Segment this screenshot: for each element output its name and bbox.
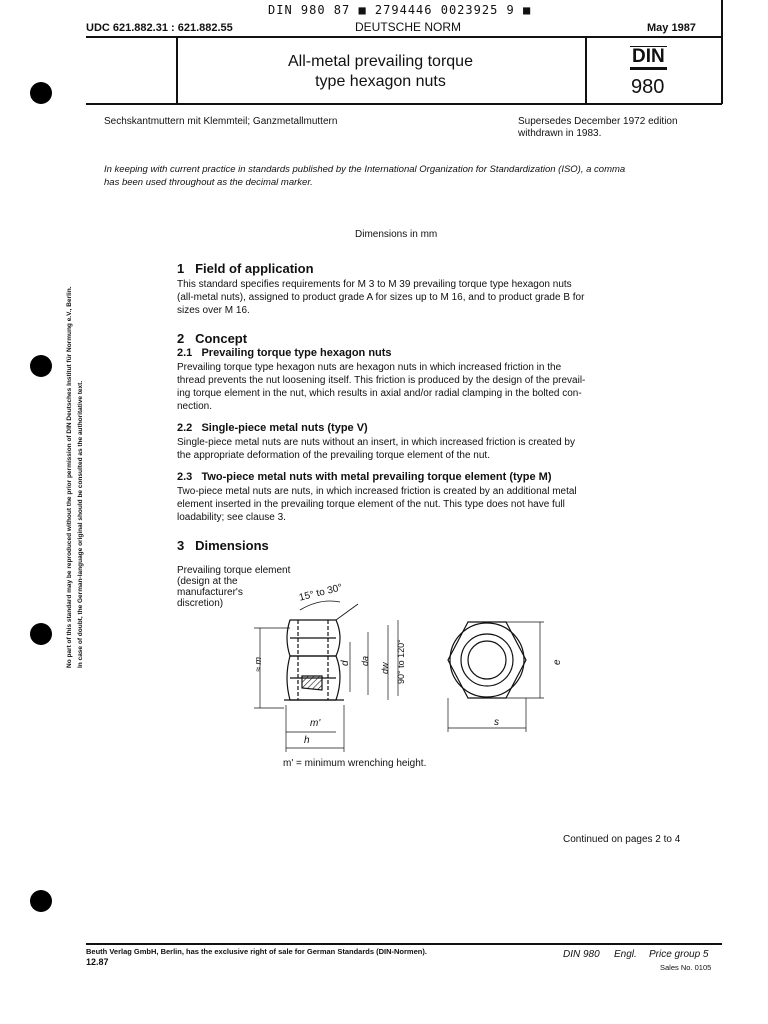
sales-number: Sales No. 0105 <box>660 963 712 972</box>
dim-s-label: s <box>494 717 499 728</box>
section-1-line: sizes over M 16. <box>177 305 250 316</box>
dim-mprime-label: m' <box>310 718 321 729</box>
section-2-3-line: element inserted in the prevailing torque element of the nut. This type does not have full <box>177 499 565 510</box>
punch-hole-3 <box>30 623 52 645</box>
publisher-note: Beuth Verlag GmbH, Berlin, has the exclusive right of sale for German Standards (DIN-Normen). <box>86 947 427 956</box>
document-code: DIN 980 87 ■ 2794446 0023925 9 ■ <box>268 3 532 17</box>
supersedes-note <box>518 116 678 140</box>
header-divider-right <box>585 36 587 104</box>
section-2-3-line: Two-piece metal nuts are nuts, in which increased friction is created by an additional metal <box>177 486 577 497</box>
continued-note: Continued on pages 2 to 4 <box>563 834 681 845</box>
language-side-note: In case of doubt, the German-language original should be consulted as the authoritative text. <box>77 380 84 668</box>
price-group: Price group 5 <box>649 949 709 960</box>
section-2-3-line: loadability; see clause 3. <box>177 512 286 523</box>
section-3-heading: 3 Dimensions <box>177 538 269 553</box>
section-1-line: This standard specifies requirements for M 3 to M 39 prevailing torque type hexagon nuts <box>177 279 572 290</box>
section-2-2-heading: 2.2 Single-piece metal nuts (type V) <box>177 422 368 434</box>
document-title <box>178 52 583 92</box>
angle-top-label: 15° to 30° <box>298 582 344 604</box>
torque-label-line: discretion) <box>177 598 224 609</box>
dimension-lines <box>254 620 398 752</box>
section-2-2-line: Single-piece metal nuts are nuts without an insert, in which increased friction is created by <box>177 437 575 448</box>
section-2-1-line: nection. <box>177 401 213 412</box>
header-right-edge <box>721 0 723 104</box>
punch-hole-1 <box>30 82 52 104</box>
section-2-1-line: thread prevents the nut loosening itself. This friction is produced by the design of the prevail- <box>177 375 586 386</box>
dim-m-label: ≈ m <box>253 657 263 672</box>
issue-number: 12.87 <box>86 957 109 967</box>
torque-label-line: Prevailing torque element <box>177 565 291 576</box>
section-2-heading: 2 Concept <box>177 331 248 346</box>
angle-side-label: 90° to 120° <box>396 639 406 684</box>
section-2-1-heading: 2.1 Prevailing torque type hexagon nuts <box>177 347 392 359</box>
section-2-1-text <box>177 361 722 413</box>
supersedes-line-1: Supersedes December 1972 edition <box>518 116 678 127</box>
chamfer-angle-lines <box>300 601 358 620</box>
copyright-side-note: No part of this standard may be reproduced without the prior permission of DIN Deutsches Institut für Normung e.V., Berlin. <box>66 286 73 668</box>
dim-dw-label: dw <box>380 662 390 674</box>
iso-note-line-1: In keeping with current practice in standards published by the International Organization for Standardization (ISO), a comma <box>104 164 626 175</box>
issue-date: May 1987 <box>647 22 696 34</box>
section-2-3-heading: 2.3 Two-piece metal nuts with metal prevailing torque element (type M) <box>177 471 552 483</box>
title-line-2: type hexagon nuts <box>315 73 446 90</box>
header-bottom-rule <box>86 103 722 105</box>
nut-side-view <box>284 620 344 700</box>
section-2-2-line: the appropriate deformation of the prevailing torque element of the nut. <box>177 450 490 461</box>
din-logo: DIN <box>630 46 667 70</box>
dimensions-note: Dimensions in mm <box>355 229 438 240</box>
german-title: Sechskantmuttern mit Klemmteil; Ganzmetallmuttern <box>104 116 338 127</box>
footer-language: Engl. <box>614 949 637 960</box>
section-1-line: (all-metal nuts), assigned to product grade A for sizes up to M 16, and to product grade B for <box>177 292 585 303</box>
torque-label-line: (design at the <box>177 576 238 587</box>
supersedes-line-2: withdrawn in 1983. <box>518 128 602 139</box>
punch-hole-2 <box>30 355 52 377</box>
header-top-rule <box>86 36 722 38</box>
nut-plan-view <box>448 622 544 732</box>
dim-e-label: e <box>552 659 563 665</box>
punch-hole-4 <box>30 890 52 912</box>
title-line-1: All-metal prevailing torque <box>288 53 473 70</box>
dim-da-label: da <box>360 655 370 666</box>
udc-number: UDC 621.882.31 : 621.882.55 <box>86 22 233 34</box>
section-2-3-text <box>177 485 722 524</box>
section-2-1-line: Prevailing torque type hexagon nuts are hexagon nuts in which increased friction in the <box>177 362 562 373</box>
footer-rule <box>86 943 722 945</box>
din-number: 980 <box>631 76 665 98</box>
iso-note-line-2: has been used throughout as the decimal marker. <box>104 177 313 188</box>
iso-note <box>104 163 714 189</box>
section-1-heading: 1 Field of application <box>177 261 314 276</box>
dim-h-label: h <box>304 735 310 746</box>
drawing-caption: m' = minimum wrenching height. <box>283 758 427 769</box>
footer-din-ref: DIN 980 <box>563 949 600 960</box>
deutsche-norm: DEUTSCHE NORM <box>355 20 462 34</box>
dim-d-label: d <box>340 660 351 666</box>
section-2-1-line: ing torque element in the nut, which results in axial and/or radial clamping in the bolted con- <box>177 388 582 399</box>
torque-label-line: manufacturer's <box>177 587 243 598</box>
section-2-2-text <box>177 436 722 462</box>
main-content <box>177 261 722 553</box>
section-1-text <box>177 278 722 317</box>
